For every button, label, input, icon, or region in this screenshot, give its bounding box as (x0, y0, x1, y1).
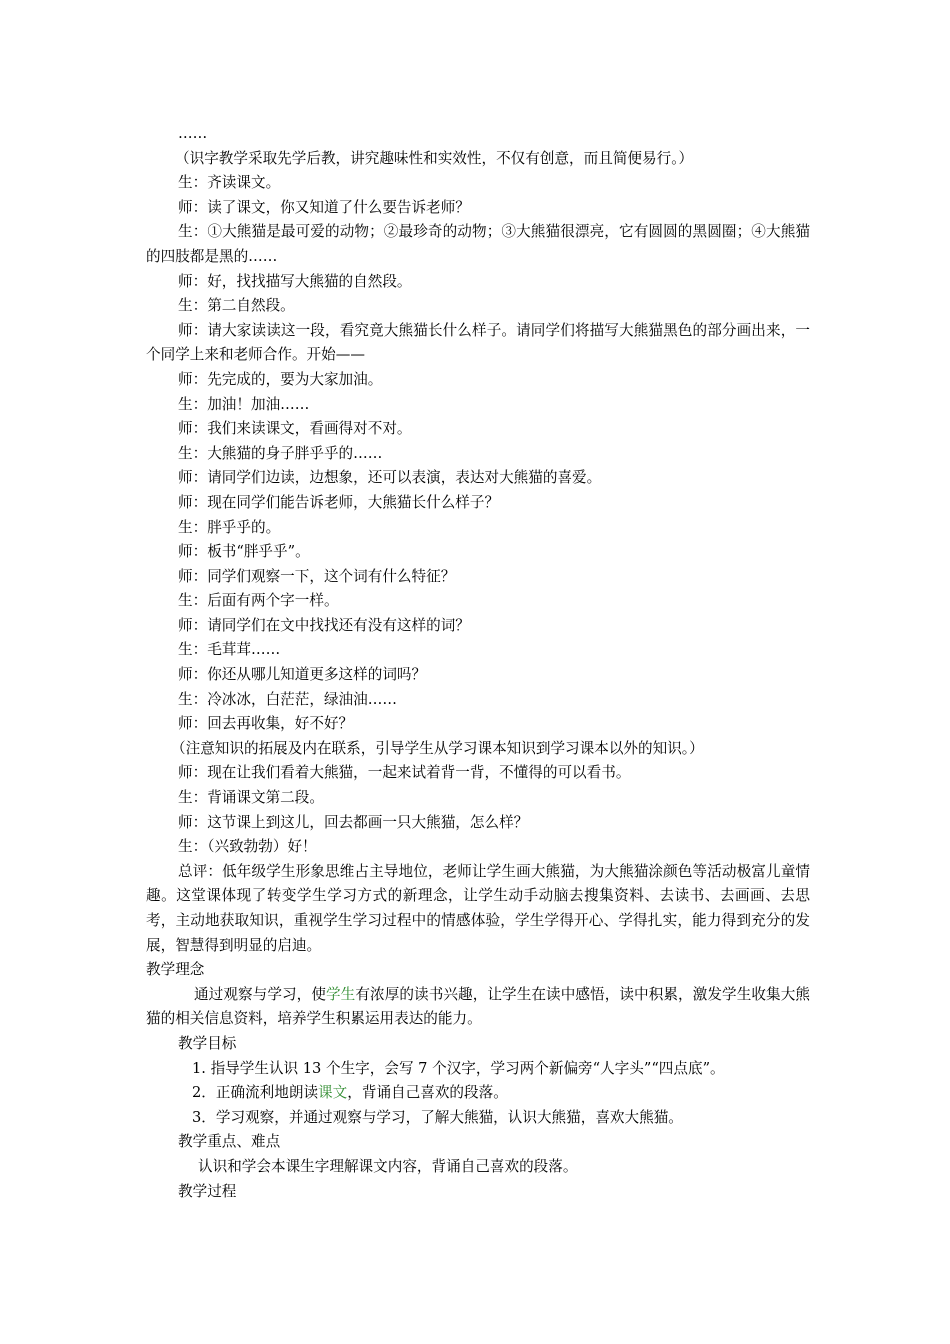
key-points-text: 认识和学会本课生字理解课文内容，背诵自己喜欢的段落。 (198, 1157, 578, 1175)
concept-text-pre: 通过观察与学习，使 (194, 985, 327, 1003)
goal-item-3: 3．学习观察，并通过观察与学习，了解大熊猫，认识大熊猫，喜欢大熊猫。 (192, 1108, 683, 1126)
text-link[interactable]: 课文 (318, 1084, 348, 1102)
dialogue-line: 生：后面有两个字一样。 (178, 592, 339, 610)
heading-teaching-process: 教学过程 (178, 1182, 237, 1200)
concept-text-post: 有浓厚的读书兴趣，让学生在读中感悟，读中积累，激发学生收集大熊猫的相关信息资料，培养学生积累运用表达的能力。 (146, 985, 810, 1028)
goal-item-1: 1. 指导学生认识 13 个生字，会写 7 个汉字，学习两个新偏旁“人字头”“四点底”。 (192, 1059, 725, 1077)
dialogue-line: 生：胖乎乎的。 (178, 518, 281, 536)
concept-paragraph (146, 983, 810, 1032)
dialogue-line: 生：冷冰冰，白茫茫，绿油油…… (178, 690, 397, 708)
teaching-note: （注意知识的拓展及内在联系，引导学生从学习课本知识到学习课本以外的知识。） (171, 739, 704, 757)
heading-teaching-goals: 教学目标 (178, 1034, 237, 1052)
teaching-note: （识字教学采取先学后教，讲究趣味性和实效性，不仅有创意，而且简便易行。） (175, 149, 694, 167)
dialogue-line: 师：好，找找描写大熊猫的自然段。 (178, 272, 412, 290)
goal-item-2 (146, 1081, 810, 1106)
students-link[interactable]: 学生 (326, 985, 356, 1003)
dialogue-line: 生：背诵课文第二段。 (178, 789, 324, 807)
dialogue-line: 师：请同学们在文中找找还有没有这样的词？ (178, 616, 470, 634)
dialogue-line: 生：齐读课文。 (178, 174, 281, 192)
dialogue-line: 生：毛茸茸…… (178, 641, 281, 659)
dialogue-line: 生：加油！加油…… (178, 395, 310, 413)
dialogue-paragraph-teacher: 师：请大家读读这一段，看究竟大熊猫长什么样子。请同学们将描写大熊猫黑色的部分画出来，一个同学上来和老师合作。开始—— (146, 321, 810, 364)
heading-key-points: 教学重点、难点 (178, 1133, 281, 1151)
dialogue-line: 师：现在让我们看着大熊猫，一起来试着背一背，不懂得的可以看书。 (178, 764, 631, 782)
document-body (146, 122, 810, 1204)
dialogue-line: 生：第二自然段。 (178, 297, 295, 315)
dialogue-line: 师：读了课文，你又知道了什么要告诉老师？ (178, 198, 470, 216)
dialogue-line: 师：先完成的，要为大家加油。 (178, 370, 383, 388)
goal-2-text-pre: 2．正确流利地朗读 (192, 1084, 319, 1102)
dialogue-line: 师：现在同学们能告诉老师，大熊猫长什么样子？ (178, 493, 500, 511)
dialogue-line: 师：这节课上到这儿，回去都画一只大熊猫，怎么样？ (178, 813, 529, 831)
dialogue-line: 生：（兴致勃勃）好！ (178, 838, 317, 856)
dialogue-paragraph-answer: 生：①大熊猫是最可爱的动物；②最珍奇的动物；③大熊猫很漂亮，它有圆圆的黑圆圈；④大熊猫的四肢都是黑的…… (146, 223, 810, 265)
heading-teaching-concept: 教学理念 (146, 961, 205, 979)
dialogue-line: 师：板书“胖乎乎”。 (178, 543, 310, 561)
dialogue-line: 师：请同学们边读，边想象，还可以表演，表达对大熊猫的喜爱。 (178, 469, 602, 487)
goal-2-text-post: ，背诵自己喜欢的段落。 (347, 1084, 508, 1102)
ellipsis-line: …… (178, 125, 208, 142)
dialogue-line: 师：同学们观察一下，这个词有什么特征？ (178, 567, 456, 585)
dialogue-line: 师：回去再收集，好不好？ (178, 715, 354, 733)
summary-paragraph: 总评：低年级学生形象思维占主导地位，老师让学生画大熊猫，为大熊猫涂颜色等活动极富儿童情趣。这堂课体现了转变学生学习方式的新理念，让学生动手动脑去搜集资料、去读书、去画画、去思考，主动地获取知识，重视学生学习过程中的情感体验，学生学得开心、学得扎实，能力得到充分的发展，智慧得到明显的启迪。 (146, 862, 810, 954)
dialogue-line: 师：你还从哪儿知道更多这样的词吗？ (178, 666, 427, 684)
dialogue-line: 师：我们来读课文，看画得对不对。 (178, 420, 412, 438)
dialogue-line: 生：大熊猫的身子胖乎乎的…… (178, 444, 383, 462)
